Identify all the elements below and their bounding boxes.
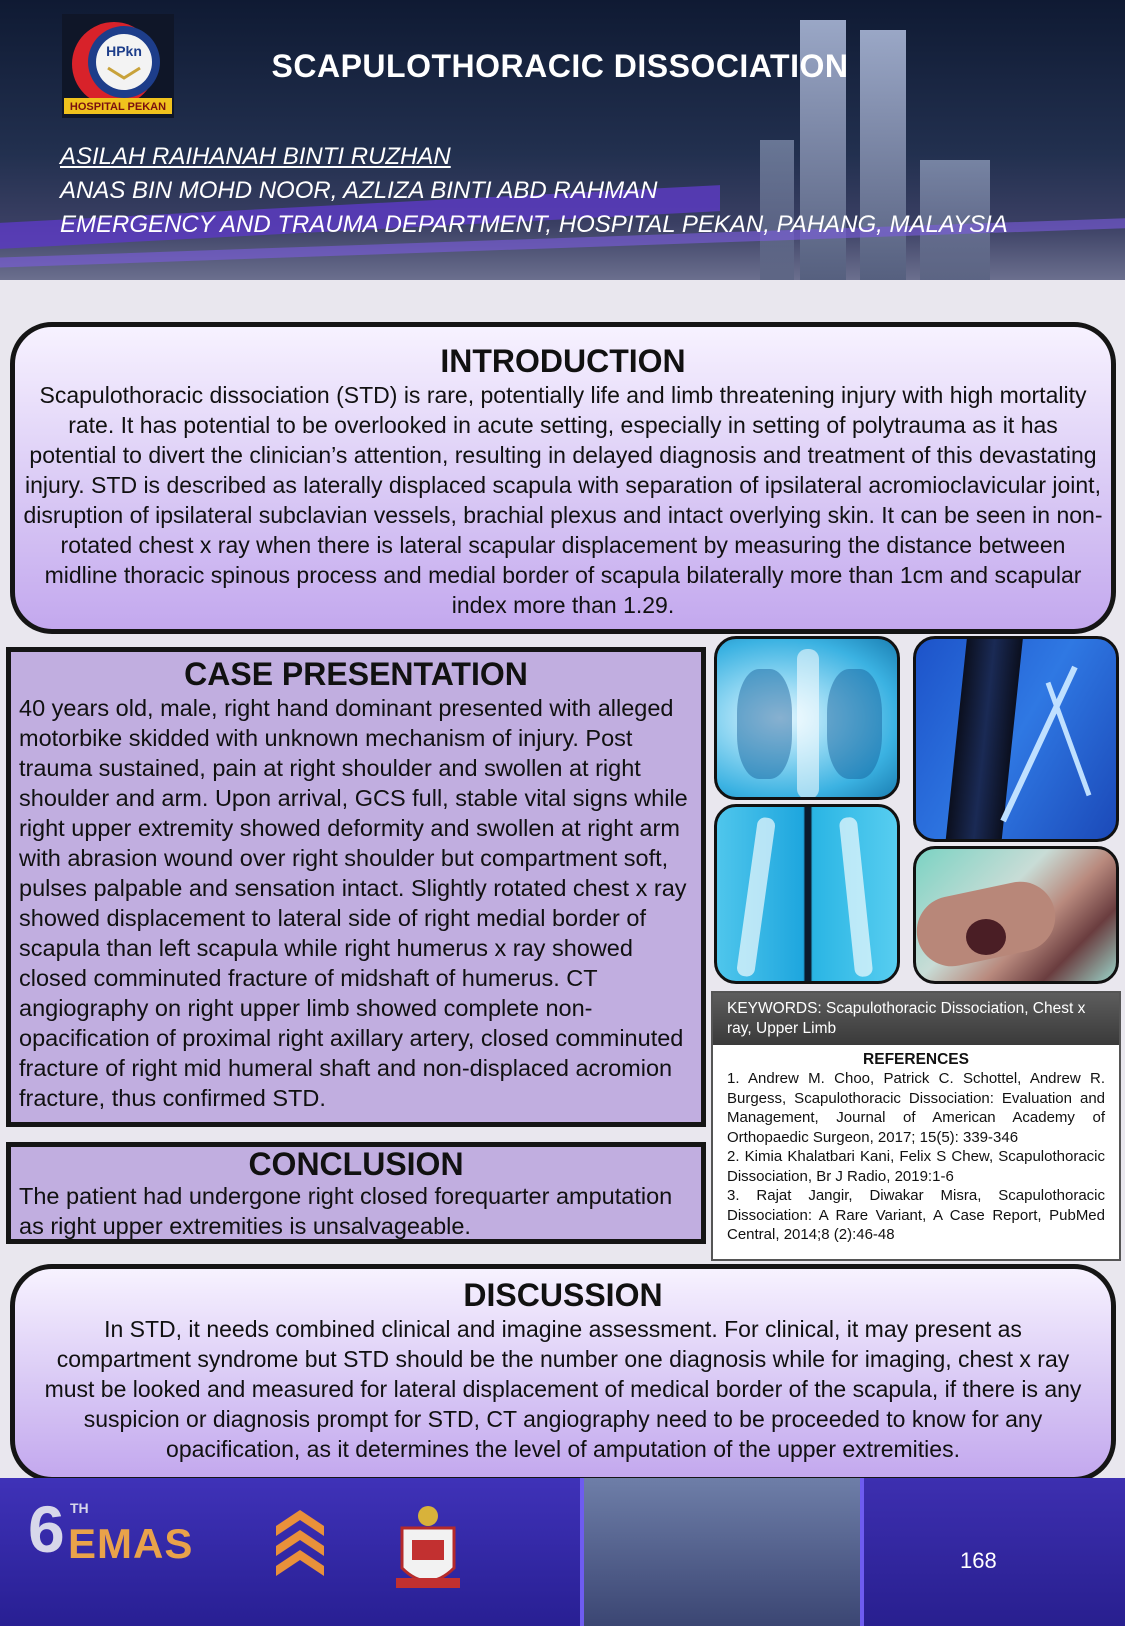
conclusion-box	[6, 1142, 706, 1244]
case-heading: CASE PRESENTATION	[184, 656, 528, 692]
co-authors: ANAS BIN MOHD NOOR, AZLIZA BINTI ABD RAHMAN	[60, 177, 658, 204]
references-heading: REFERENCES	[863, 1051, 969, 1068]
event-suffix: TH	[70, 1500, 89, 1516]
hospital-pekan-logo	[62, 14, 174, 118]
discussion-heading: DISCUSSION	[463, 1277, 663, 1313]
humerus-xray-image	[714, 804, 900, 984]
affiliation: EMERGENCY AND TRAUMA DEPARTMENT, HOSPITAL PEKAN, PAHANG, MALAYSIA	[60, 211, 1008, 238]
discussion-panel	[10, 1264, 1116, 1482]
case-presentation-box	[6, 647, 706, 1127]
reference-item: 3. Rajat Jangir, Diwakar Misra, Scapulothoracic Dissociation: A Rare Variant, A Case Report, PubMed Central, 2014;8 (2):46-48	[727, 1187, 1105, 1243]
reference-item: 1. Andrew M. Choo, Patrick C. Schottel, Andrew R. Burgess, Scapulothoracic Dissociation: Evaluation and Management, Journal of American Academy of Orthopaedic Surgeon, 2017; 15(5): 339-346	[727, 1070, 1105, 1146]
ct-angiography-image	[913, 636, 1119, 842]
emas-event-logo	[28, 1492, 194, 1567]
primary-author: ASILAH RAIHANAH BINTI RUZHAN	[60, 143, 451, 170]
conclusion-body: The patient had undergone right closed forequarter amputation as right upper extremities is unsalvageable.	[19, 1183, 673, 1239]
page-number: 168	[960, 1548, 997, 1573]
introduction-body: Scapulothoracic dissociation (STD) is rare, potentially life and limb threatening injury with high mortality rate. It has potential to be overlooked in acute setting, especially in setting of polytrauma as it has potential to divert the clinician’s attention, resulting in delayed diagnosis and treatment of this devastating injury. STD is described as laterally displaced scapula with separation of ipsilateral acromioclavicular joint, disruption of ipsilateral subclavian vessels, brachial plexus and intact overlying skin. It can be seen in non-rotated chest x ray when there is lateral scapular displacement by measuring the distance between midline thoracic spinous process and medial border of scapula bilaterally more than 1cm and scapular index more than 1.29.	[23, 382, 1103, 618]
logo-initials: HPkn	[106, 43, 142, 59]
authors-block	[60, 140, 1008, 242]
keywords-references-box	[711, 991, 1121, 1261]
event-name: EMAS	[68, 1520, 194, 1567]
chevron-emblem-icon	[272, 1506, 328, 1586]
case-body: 40 years old, male, right hand dominant presented with alleged motorbike skidded with unknown mechanism of injury. Post trauma sustained, pain at right shoulder and swollen at right shoulder and arm. Upon arrival, GCS full, stable vital signs while right upper extremity showed deformity and swollen at right arm with abrasion wound over right shoulder but compartment soft, pulses palpable and sensation intact. Slightly rotated chest x ray showed displacement to lateral side of right medial border of scapula than left scapula while right humerus x ray showed closed comminuted fracture of midshaft of humerus. CT angiography on right upper limb showed complete non-opacification of proximal right axillary artery, closed comminuted fracture of right mid humeral shaft and non-displaced acromion fracture, thus confirmed STD.	[19, 695, 688, 1111]
conclusion-heading: CONCLUSION	[248, 1146, 464, 1182]
crest-emblem-icon	[388, 1498, 468, 1598]
header-banner	[0, 0, 1125, 280]
poster-title: SCAPULOTHORACIC DISSOCIATION	[271, 48, 849, 84]
introduction-heading: INTRODUCTION	[440, 343, 686, 379]
footer-center-panel	[560, 1478, 860, 1626]
event-number: 6	[28, 1492, 65, 1566]
chest-xray-image	[714, 636, 900, 800]
keywords-bar: KEYWORDS: Scapulothoracic Dissociation, Chest x ray, Upper Limb	[713, 993, 1119, 1045]
logo-banner-text: HOSPITAL PEKAN	[69, 101, 167, 113]
clinical-photo-arm	[913, 846, 1119, 984]
reference-item: 2. Kimia Khalatbari Kani, Felix S Chew, Scapulothoracic Dissociation, Br J Radio, 2019:1-6	[727, 1148, 1105, 1185]
discussion-body: In STD, it needs combined clinical and imagine assessment. For clinical, it may present as compartment syndrome but STD should be the number one diagnosis while for imaging, chest x ray must be looked and measured for lateral displacement of medical border of the scapula, if there is any suspicion or diagnosis prompt for STD, CT angiography need to be proceeded to know for any opacification, as it determines the level of amputation of the upper extremities.	[44, 1316, 1082, 1462]
introduction-panel	[10, 322, 1116, 634]
footer-banner	[0, 1478, 1125, 1626]
